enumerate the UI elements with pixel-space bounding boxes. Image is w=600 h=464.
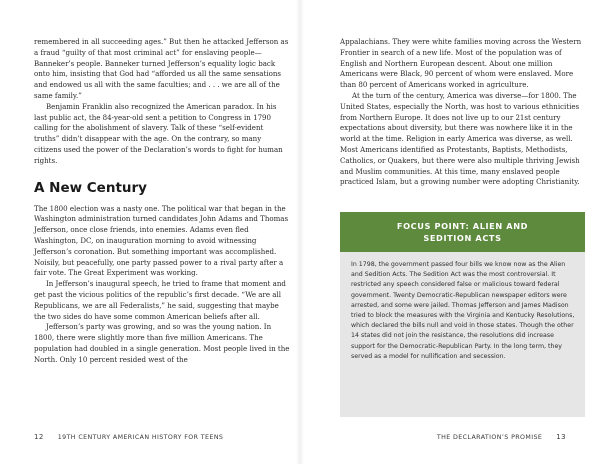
focus-point-body <box>340 252 585 362</box>
body-paragraph: remembered in all succeeding ages.” But then he attacked Jefferson as a fraud “guilty of that most criminal act” for enslaving people—Banneker’s people. Banneker turned Jefferson’s equality logic back onto him, insisting that God had “afforded us all the same sensations and endowed us all with the same faculties; and . . . we are all of the same family.” <box>34 37 289 100</box>
focus-point-text: In 1798, the government passed four bills we know now as the Alien and Sedition Acts. The Sedition Act was the most controversial. It restricted any speech considered false or malicious toward federal government. Twenty Democratic-Republican newspaper editors were arrested, and some were jailed. Thomas Jefferson and James Madison tried to block the measures with the Virginia and Kentucky Resolutions, which declared the bills null and void in those states. Though the other 14 states did not join the resistance, the resolutions did increase support for the Democratic-Republican Party. In the long term, they served as a model for nullification and secession. <box>351 261 575 360</box>
right-folio <box>437 433 566 441</box>
right-page <box>300 0 600 464</box>
body-paragraph: In Jefferson’s inaugural speech, he tried to frame that moment and get past the vicious politics of the republic’s first decade. “We are all Republicans, we are all Federalists,” he said, suggesting that maybe the two sides do have some common American beliefs after all. <box>34 279 286 321</box>
right-text-column <box>340 37 585 188</box>
body-paragraph: Benjamin Franklin also recognized the American paradox. In his last public act, the 84-year-old sent a petition to Congress in 1790 calling for the abolishment of slavery. Talk of these “self-evident truths” didn’t disappear with the age. On the contrary, so many citizens used the power of the Declaration’s words to fight for human rights. <box>34 101 283 165</box>
left-text-column <box>34 37 290 366</box>
focus-point-box <box>340 212 585 417</box>
left-folio <box>34 433 223 441</box>
body-paragraph: The 1800 election was a nasty one. The political war that began in the Washington administration turned candidates John Adams and Thomas Jefferson, once close friends, into enemies. Adams even fled Washington, DC, on inauguration morning to avoid witnessing Jefferson’s coronation. But something important was accomplished. Noisily, but peacefully, one party passed power to a rival party after a fair vote. The Great Experiment was working. <box>34 203 289 278</box>
running-head: THE DECLARATION’S PROMISE <box>436 434 543 441</box>
running-head: 19TH CENTURY AMERICAN HISTORY FOR TEENS <box>57 434 224 441</box>
focus-point-title: FOCUS POINT: ALIEN AND SEDITION ACTS <box>396 221 529 243</box>
body-paragraph: Appalachians. They were white families moving across the Western Frontier in search of a new life. Most of the population was of English and Northern European descent. About one million Americans were Black, 90 percent of whom were enslaved. More than 80 percent of Americans worked in agriculture. <box>340 37 582 90</box>
body-paragraph: At the turn of the century, America was diverse—for 1800. The United States, especially the North, was host to various ethnicities from Northern Europe. It does not live up to our 21st century expectations about diversity, but there was nowhere like it in the world at the time. Religion in early America was diverse, as well. Most Americans identified as Protestants, Baptists, Methodists, Catholics, or Quakers, but there were also multiple thriving Jewish and Muslim communities. At this time, many enslaved people practiced Islam, but a growing number were adopting Christianity. <box>340 90 580 187</box>
page-number: 13 <box>556 433 566 441</box>
body-paragraph: Jefferson’s party was growing, and so was the young nation. In 1800, there were slightly more than five million Americans. The population had doubled in a single generation. Most people lived in the North. Only 10 percent resided west of the <box>34 322 290 364</box>
page-number: 12 <box>34 433 44 441</box>
focus-point-header <box>340 212 585 252</box>
section-heading: A New Century <box>34 179 147 196</box>
